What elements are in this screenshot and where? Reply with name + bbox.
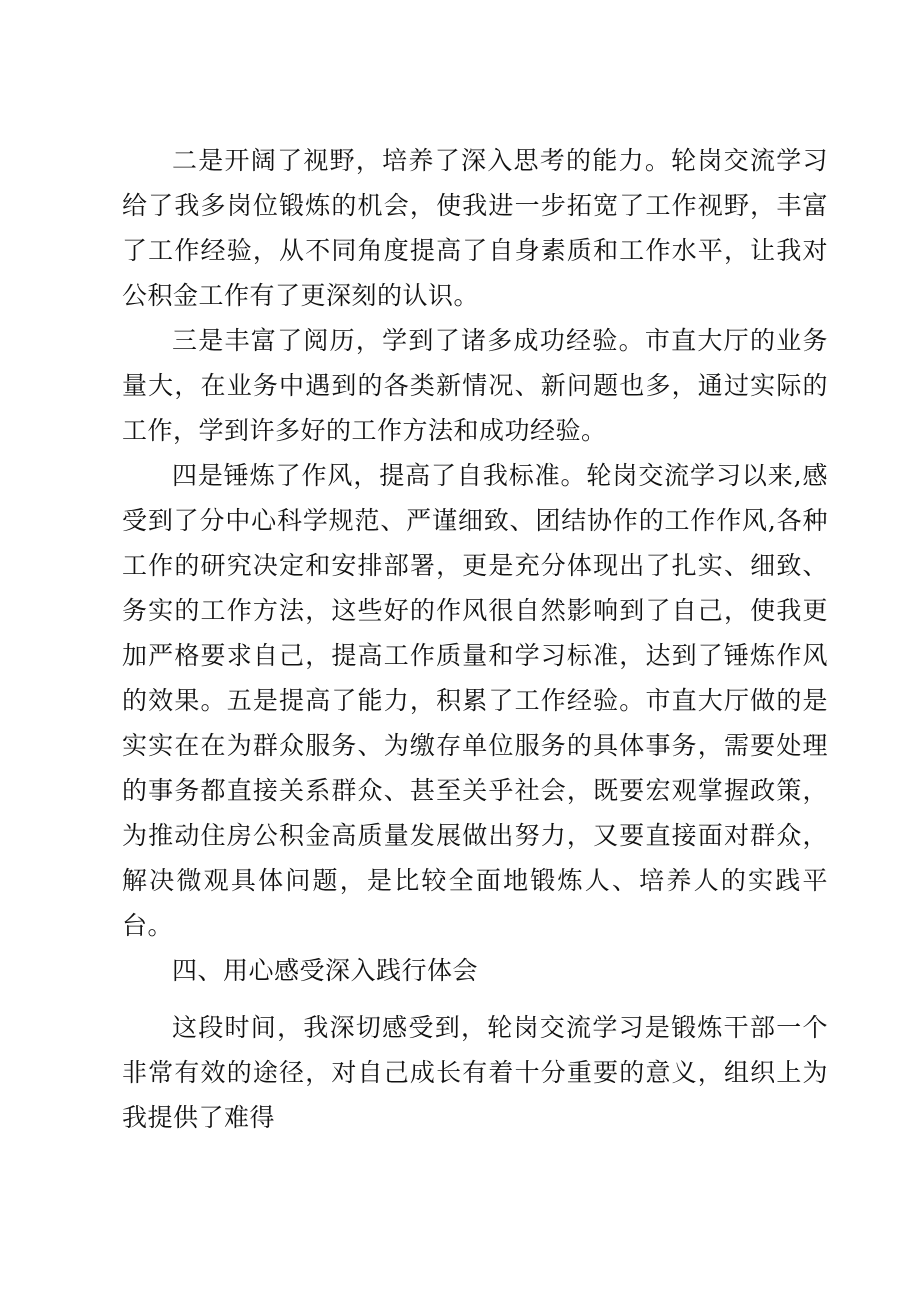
paragraph-broaden-horizons: 二是开阔了视野，培养了深入思考的能力。轮岗交流学习给了我多岗位锻炼的机会，使我进一步拓宽了工作视野，丰富了工作经验，从不同角度提高了自身素质和工作水平，让我对公积金工作有了更深刻的认识。: [122, 146, 828, 310]
paragraph-enrich-experience: 三是丰富了阅历，学到了诸多成功经验。市直大厅的业务量大，在业务中遇到的各类新情况、新问题也多，通过实际的工作，学到许多好的工作方法和成功经验。: [122, 326, 828, 445]
paragraph-temper-style: 四是锤炼了作风，提高了自我标准。轮岗交流学习以来,感受到了分中心科学规范、严谨细致、团结协作的工作作风,各种工作的研究决定和安排部署，更是充分体现出了扎实、细致、务实的工作方法，这些好的作风很自然影响到了自己，使我更加严格要求自己，提高工作质量和学习标准，达到了锤炼作风的效果。五是提高了能力，积累了工作经验。市直大厅做的是实实在在为群众服务、为缴存单位服务的具体事务，需要处理的事务都直接关系群众、甚至关乎社会，既要宏观掌握政策，为推动住房公积金高质量发展做出努力，又要直接面对群众，解决微观具体问题，是比较全面地锻炼人、培养人的实践平台。: [122, 461, 828, 940]
document-body: [122, 138, 828, 1140]
section-heading: 四、用心感受深入践行体会: [172, 956, 479, 985]
paragraph-reflection: 这段时间，我深切感受到，轮岗交流学习是锻炼干部一个非常有效的途径，对自己成长有着十分重要的意义，组织上为我提供了难得: [122, 1013, 828, 1132]
